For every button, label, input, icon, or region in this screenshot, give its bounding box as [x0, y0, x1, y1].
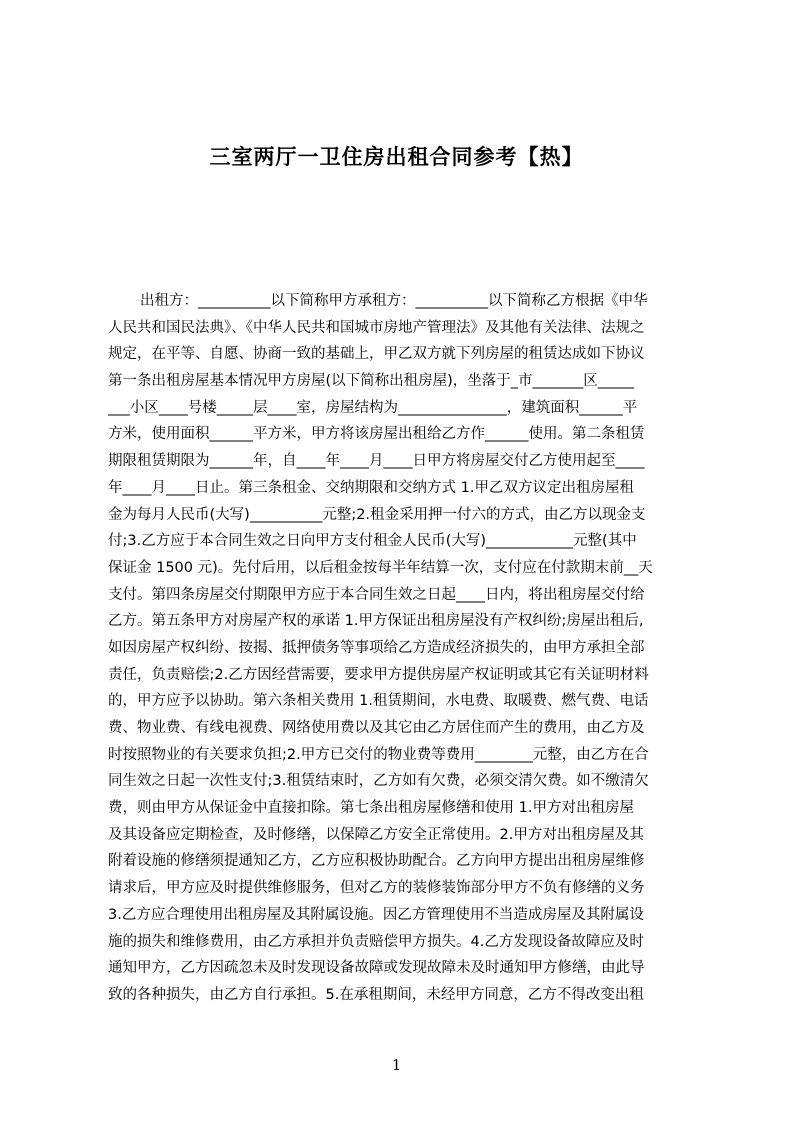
body-line: 附着设施的修缮须提通知乙方，乙方应积极协助配合。乙方向甲方提出出租房屋维修 — [108, 853, 645, 870]
body-line: 期限租赁期限为______年，自____年____月____日甲方将房屋交付乙方使用起至____ — [108, 453, 645, 470]
page-number: 1 — [391, 1056, 402, 1074]
body-line: 及其设备应定期检查，及时修缮，以保障乙方安全正常使用。2.甲方对出租房屋及其 — [108, 826, 644, 843]
body-line: 保证金 1500 元)。先付后用，以后租金按每半年结算一次，支付应在付款期末前__天 — [108, 559, 653, 576]
body-line: 人民共和国民法典》、《中华人民共和国城市房地产管理法》及其他有关法律、法规之 — [108, 319, 645, 336]
body-line: ___小区____号楼_____层____室，房屋结构为_______________，建筑面积______平 — [108, 399, 638, 416]
document-title: 三室两厅一卫住房出租合同参考【热】 — [209, 145, 584, 169]
body-line: 支付。第四条房屋交付期限甲方应于本合同生效之日起____日内，将出租房屋交付给 — [108, 586, 645, 603]
body-line: 3.乙方应合理使用出租房屋及其附属设施。因乙方管理使用不当造成房屋及其附属设 — [108, 906, 644, 923]
body-line: 费、物业费、有线电视费、网络使用费以及其它由乙方居住而产生的费用，由乙方及 — [108, 720, 645, 736]
body-line: 请求后，甲方应及时提供维修服务，但对乙方的装修装饰部分甲方不负有修缮的义务 — [108, 880, 645, 897]
body-line: 费，则由甲方从保证金中直接扣除。第七条出租房屋修缮和使用 1.甲方对出租房屋 — [108, 800, 634, 817]
body-line: 出租方：__________以下简称甲方承租方：__________以下简称乙方根据《中华 — [140, 293, 648, 309]
body-line: 第一条出租房屋基本情况甲方房屋(以下简称出租房屋)，坐落于_市_______区_____ — [108, 373, 635, 390]
body-line: 方米，使用面积______平方米，甲方将该房屋出租给乙方作______使用。第二条租赁 — [108, 426, 645, 443]
body-line: 同生效之日起一次性支付;3.租赁结束时，乙方如有欠费，必须交清欠费。如不缴清欠 — [108, 773, 649, 790]
body-line: 的，甲方应予以协助。第六条相关费用 1.租赁期间，水电费、取暖费、燃气费、电话 — [108, 693, 649, 710]
contract-body — [108, 288, 700, 1034]
body-line: 通知甲方，乙方因疏忽未及时发现设备故障或发现故障未及时通知甲方修缮，由此导 — [108, 960, 645, 977]
body-line: 年____月____日止。第三条租金、交纳期限和交纳方式 1.甲乙双方议定出租房屋租 — [108, 479, 634, 496]
body-line: 施的损失和维修费用，由乙方承担并负责赔偿甲方损失。4.乙方发现设备故障应及时 — [108, 933, 644, 950]
body-line: 时按照物业的有关要求负担;2.甲方已交付的物业费等费用________元整，由乙方在合 — [108, 746, 649, 763]
body-line: 付;3.乙方应于本合同生效之日向甲方支付租金人民币(大写)____________元整(其中 — [108, 533, 637, 550]
body-line: 如因房屋产权纠纷、按揭、抵押债务等事项给乙方造成经济损失的，由甲方承担全部 — [108, 639, 645, 656]
body-line: 责任，负责赔偿;2.乙方因经营需要，要求甲方提供房屋产权证明或其它有关证明材料 — [108, 666, 649, 683]
body-line: 金为每月人民币(大写)__________元整;2.租金采用押一付六的方式，由乙方以现金支 — [108, 506, 646, 523]
body-line: 致的各种损失，由乙方自行承担。5.在承租期间，未经甲方同意，乙方不得改变出租 — [108, 986, 644, 1003]
body-line: 乙方。第五条甲方对房屋产权的承诺 1.甲方保证出租房屋没有产权纠纷;房屋出租后, — [108, 613, 644, 630]
body-line: 规定，在平等、自愿、协商一致的基础上，甲乙双方就下列房屋的租赁达成如下协议 — [108, 346, 645, 363]
